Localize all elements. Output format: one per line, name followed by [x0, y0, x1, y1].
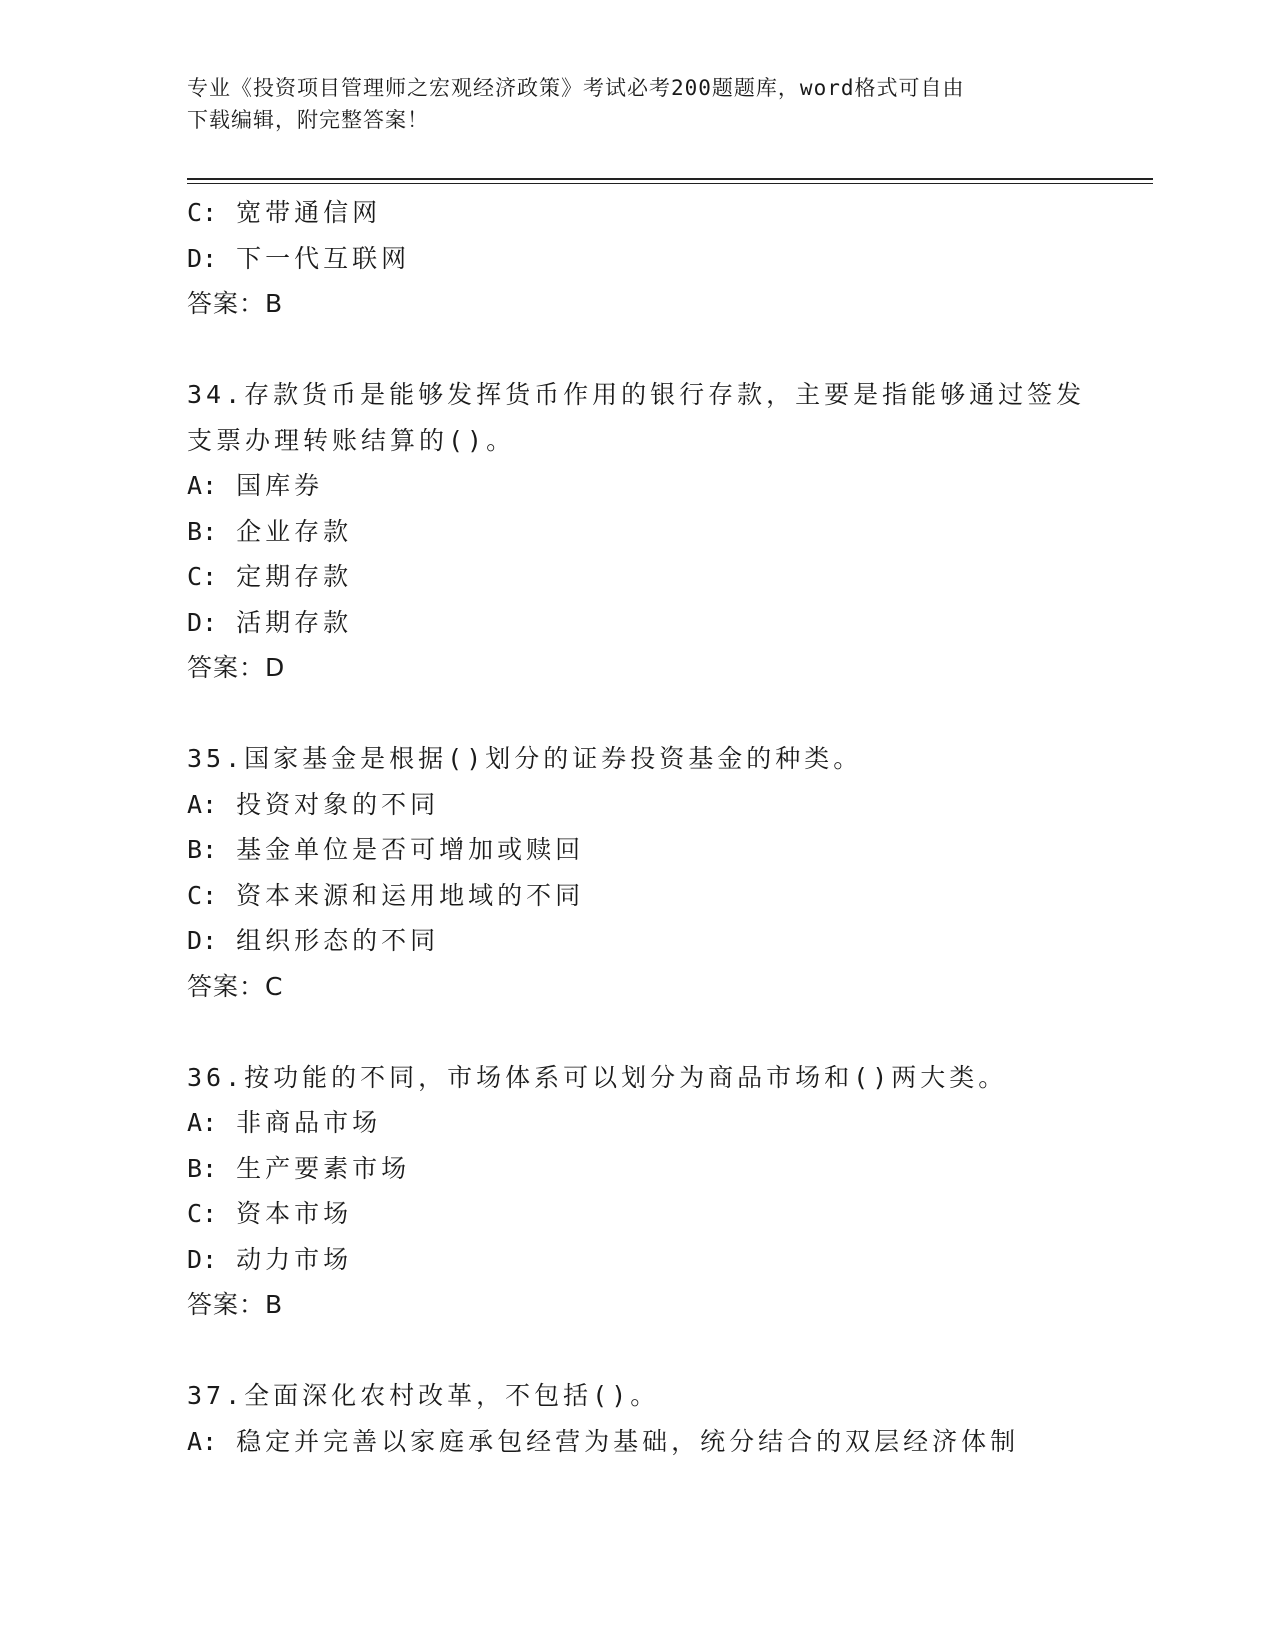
option-d [187, 600, 1153, 646]
option-text: 活期存款 [236, 607, 353, 637]
spacer [187, 1328, 1153, 1374]
spacer [187, 1009, 1153, 1055]
option-c [187, 873, 1153, 919]
option-letter: D: [187, 926, 218, 955]
option-letter: D: [187, 243, 218, 273]
option-letter: C: [187, 198, 218, 227]
option-text: 稳定并完善以家庭承包经营为基础，统分结合的双层经济体制 [236, 1426, 1020, 1456]
option-letter: A: [187, 471, 218, 500]
question-stem-continued: 支票办理转账结算的()。 [187, 425, 516, 455]
option-b [187, 827, 1153, 873]
question-37 [187, 1373, 1153, 1464]
option-d [187, 1237, 1153, 1283]
question-34 [187, 372, 1153, 691]
header-divider [187, 178, 1153, 184]
option-a [187, 463, 1153, 509]
option-text: 国库券 [236, 471, 324, 500]
option-letter: B: [187, 835, 218, 864]
option-text: 企业存款 [236, 516, 353, 546]
option-text: 生产要素市场 [236, 1153, 411, 1183]
option-text: 资本来源和运用地域的不同 [236, 880, 585, 910]
option-letter: C: [187, 562, 218, 591]
document-body [187, 190, 1153, 1464]
option-text: 宽带通信网 [236, 198, 382, 227]
option-letter: A: [187, 1108, 218, 1137]
option-b [187, 509, 1153, 555]
question-35 [187, 736, 1153, 1009]
option-a [187, 782, 1153, 828]
question-stem: 36.按功能的不同，市场体系可以划分为商品市场和()两大类。 [187, 1062, 1008, 1092]
answer-line: 答案：B [187, 1290, 284, 1319]
option-text: 资本市场 [236, 1199, 353, 1228]
answer-line: 答案：D [187, 653, 286, 682]
option-b [187, 1146, 1153, 1192]
option-letter: A: [187, 1426, 218, 1456]
option-c [187, 1191, 1153, 1237]
option-text: 下一代互联网 [236, 243, 411, 273]
option-letter: C: [187, 880, 218, 910]
option-letter: C: [187, 1199, 218, 1228]
question-stem: 35.国家基金是根据()划分的证券投资基金的种类。 [187, 744, 863, 773]
option-letter: B: [187, 516, 218, 546]
option-d [187, 918, 1153, 964]
option-c [187, 554, 1153, 600]
question-36 [187, 1055, 1153, 1328]
option-a [187, 1100, 1153, 1146]
document-header [187, 72, 1087, 136]
question-stem: 34.存款货币是能够发挥货币作用的银行存款，主要是指能够通过签发 [187, 380, 1086, 409]
header-title-line-1: 专业《投资项目管理师之宏观经济政策》考试必考200题题库，word格式可自由 [187, 76, 965, 100]
answer-line: 答案：B [187, 289, 284, 318]
option-letter: D: [187, 607, 218, 637]
option-text: 基金单位是否可增加或赎回 [236, 835, 585, 864]
option-letter: B: [187, 1153, 218, 1183]
option-d [187, 236, 1153, 282]
option-text: 定期存款 [236, 562, 353, 591]
option-text: 组织形态的不同 [236, 926, 440, 955]
option-a [187, 1419, 1153, 1465]
option-text: 非商品市场 [236, 1108, 382, 1137]
option-letter: D: [187, 1244, 218, 1274]
option-text: 投资对象的不同 [236, 789, 440, 819]
question-stem: 37.全面深化农村改革，不包括()。 [187, 1381, 660, 1410]
spacer [187, 691, 1153, 737]
option-text: 动力市场 [236, 1244, 353, 1274]
option-c [187, 190, 1153, 236]
spacer [187, 327, 1153, 373]
header-title-line-2: 下载编辑，附完整答案！ [187, 108, 429, 132]
answer-line: 答案：C [187, 971, 284, 1001]
option-letter: A: [187, 789, 218, 819]
